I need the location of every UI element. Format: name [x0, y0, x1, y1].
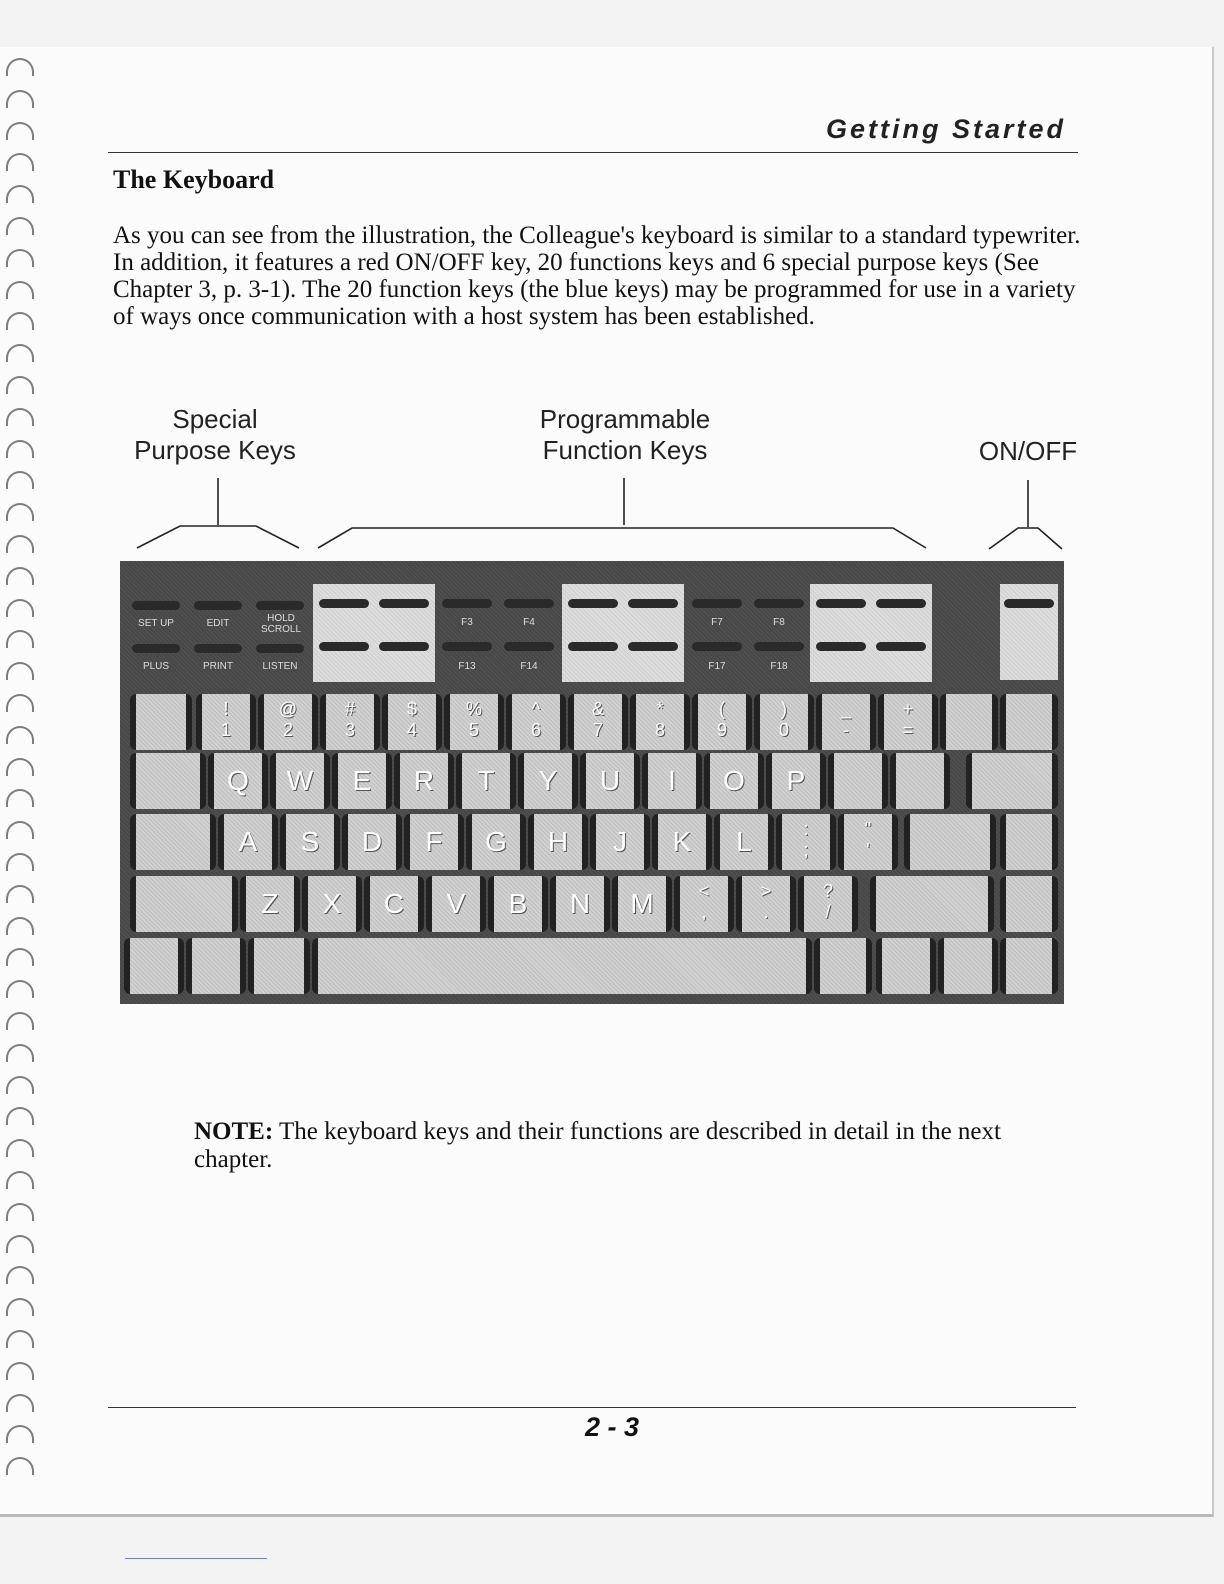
key-letter — [240, 876, 300, 932]
binding-ring — [6, 1266, 34, 1284]
function-key-bar — [442, 599, 492, 608]
key-upper-char: : — [803, 819, 809, 839]
key-letter — [652, 814, 712, 870]
key-label-f18: F18 — [770, 661, 788, 672]
key-lower-char: 0 — [778, 720, 789, 740]
special-key-bar — [132, 601, 180, 610]
key-char: O — [723, 765, 745, 796]
key-label-plus: PLUS — [142, 661, 170, 672]
key-label-f3: F3 — [461, 617, 473, 628]
function-key-bar — [504, 599, 554, 608]
key-label-f17: F17 — [708, 661, 726, 672]
key-letter — [394, 753, 454, 809]
key-spacebar — [312, 938, 812, 994]
key-number — [568, 694, 628, 750]
binding-ring — [6, 1171, 34, 1189]
key-char: V — [446, 888, 466, 919]
key-letter — [404, 814, 464, 870]
key-upper-char: ! — [223, 699, 229, 719]
key-lower-char: 2 — [282, 720, 293, 740]
key-lower-char: 5 — [468, 720, 479, 740]
key-upper-char: < — [698, 881, 710, 901]
key-arrow-left — [876, 938, 936, 994]
binding-ring — [6, 1330, 34, 1348]
function-key-group-1 — [313, 584, 435, 682]
key-char: F — [425, 826, 443, 857]
key-letter — [704, 753, 764, 809]
special-key-bar — [194, 601, 242, 610]
key-label-setup: SET UP — [138, 618, 174, 629]
key-return — [966, 753, 1058, 809]
callout-special-line2: Purpose Keys — [134, 435, 296, 465]
key-letter — [302, 876, 362, 932]
key-label-edit: EDIT — [206, 618, 230, 629]
key-char: S — [300, 826, 320, 857]
key-number — [878, 694, 938, 750]
key-letter — [332, 753, 392, 809]
key-letter — [642, 753, 702, 809]
binding-ring — [6, 1298, 34, 1316]
key-punct — [736, 876, 796, 932]
key-backspace — [940, 694, 998, 750]
key-arrow-right — [938, 938, 998, 994]
section-title: The Keyboard — [113, 165, 275, 194]
key-upper-char: ) — [781, 699, 787, 719]
key-char: E — [352, 765, 372, 796]
page-number: 2 - 3 — [584, 1412, 640, 1442]
key-upper-char: $ — [406, 699, 417, 719]
function-key-bar — [692, 642, 742, 651]
key-lower-char: / — [825, 902, 831, 922]
special-keys-bracket — [137, 526, 299, 548]
key-label-f8: F8 — [773, 617, 785, 628]
key-upper-char: # — [344, 699, 355, 719]
binding-ring — [6, 1362, 34, 1380]
key-char: J — [613, 826, 627, 857]
binding-ring — [6, 821, 34, 839]
binding-ring — [6, 948, 34, 966]
binding-ring — [6, 853, 34, 871]
binding-ring — [6, 726, 34, 744]
key-number — [506, 694, 566, 750]
key-punct — [674, 876, 734, 932]
key-letter — [342, 814, 402, 870]
key-tab — [130, 753, 206, 809]
callout-programmable-line2: Function Keys — [542, 435, 708, 465]
key-lower-char: 6 — [530, 720, 541, 740]
intro-paragraph: As you can see from the illustration, the Colleague's keyboard is similar to a standard typewriter. In addition, it features a red ON/OFF key, 20 functions keys and 6 special purpose keys (See Chapter 3, p. 3-1). The 20 function keys (the blue keys) may be programmed for use in a variety of ways once communication with a host system has been established. — [113, 222, 1081, 330]
key-special — [1000, 814, 1058, 870]
special-key-bar — [256, 644, 304, 653]
key-number — [630, 694, 690, 750]
callout-special-line1: Special — [172, 404, 258, 434]
key-letter — [518, 753, 578, 809]
key-label-f7: F7 — [711, 617, 723, 628]
key-lower-char: . — [763, 902, 769, 922]
key-label-print: PRINT — [203, 661, 233, 672]
key-char: M — [630, 888, 654, 919]
key-lower-char: 8 — [654, 720, 665, 740]
key-char: Y — [538, 765, 558, 796]
key-upper-char: " — [864, 819, 872, 839]
key-letter — [364, 876, 424, 932]
key-punct — [798, 876, 858, 932]
key-number — [382, 694, 442, 750]
key-lower-char: 3 — [344, 720, 355, 740]
key-label-listen: LISTEN — [262, 661, 298, 672]
binding-ring — [6, 758, 34, 776]
key-letter — [488, 876, 548, 932]
function-key-bar — [504, 642, 554, 651]
key-char: N — [569, 888, 591, 919]
binding-ring — [6, 885, 34, 903]
key-label-hold-scroll: HOLD SCROLL — [260, 613, 301, 635]
binding-ring — [6, 1076, 34, 1094]
key-lower-char: = — [902, 720, 914, 740]
key-number — [692, 694, 752, 750]
special-key-bar — [132, 644, 180, 653]
key-number — [816, 694, 876, 750]
key-shift-left — [130, 876, 238, 932]
keyboard-illustration — [120, 561, 1064, 1004]
key-lower-char: - — [843, 720, 849, 740]
key-letter — [714, 814, 774, 870]
key-punct — [838, 814, 898, 870]
key-char: Q — [227, 765, 249, 796]
function-key-bar — [442, 642, 492, 651]
binding-ring — [6, 1012, 34, 1030]
key-number — [444, 694, 504, 750]
key-lower-char: 7 — [592, 720, 603, 740]
key-lower-char: , — [701, 902, 707, 922]
key-char: B — [508, 888, 528, 919]
key-letter — [550, 876, 610, 932]
function-keys-bracket — [318, 528, 926, 548]
special-key-bar — [256, 601, 304, 610]
function-key-bar — [754, 642, 804, 651]
key-upper-char: + — [902, 699, 914, 719]
key-delete — [1000, 694, 1058, 750]
key-upper-char: * — [656, 699, 664, 719]
binding-ring — [6, 630, 34, 648]
key-letter — [580, 753, 640, 809]
function-key-group-2 — [562, 584, 684, 682]
key-upper-char: & — [591, 699, 604, 719]
special-key-bar — [194, 644, 242, 653]
key-char: X — [322, 888, 342, 919]
key-char: T — [477, 765, 495, 796]
key-letter — [270, 753, 330, 809]
binding-ring — [6, 1044, 34, 1062]
key-escape — [130, 694, 192, 750]
binding-ring — [6, 1107, 34, 1125]
key-letter — [208, 753, 268, 809]
key-char: P — [786, 765, 806, 796]
key-letter — [456, 753, 516, 809]
key-bracket — [828, 753, 888, 809]
binding-ring — [6, 980, 34, 998]
binding-ring — [6, 789, 34, 807]
key-upper-char: % — [465, 699, 482, 719]
binding-ring — [6, 662, 34, 680]
function-key-group-3 — [810, 584, 932, 682]
key-upper-char: ^ — [531, 699, 541, 719]
key-char: W — [286, 765, 314, 796]
key-alt — [186, 938, 246, 994]
function-key-bar — [754, 599, 804, 608]
binding-ring — [6, 694, 34, 712]
key-letter — [466, 814, 526, 870]
key-char: L — [736, 826, 752, 857]
key-letter — [528, 814, 588, 870]
function-key-bar — [692, 599, 742, 608]
key-lower-char: ' — [866, 840, 870, 860]
binding-ring — [6, 599, 34, 617]
key-control — [130, 814, 216, 870]
onoff-bracket — [989, 528, 1062, 549]
callout-brackets — [0, 0, 1224, 600]
page-footer-rule — [108, 1407, 1076, 1408]
callout-programmable-line1: Programmable — [539, 404, 711, 434]
key-lower-char: 1 — [220, 720, 231, 740]
key-grave — [248, 938, 310, 994]
key-upper-char: ? — [822, 881, 833, 901]
key-upper-char: ( — [719, 699, 725, 719]
onoff-key — [1000, 584, 1058, 680]
key-shift-right — [870, 876, 994, 932]
key-char: K — [672, 826, 692, 857]
key-char: U — [599, 765, 621, 796]
key-char: Z — [261, 888, 279, 919]
key-lower-char: 4 — [406, 720, 417, 740]
key-arrow-up — [1000, 876, 1058, 932]
key-upper-char: @ — [278, 699, 298, 719]
key-char: D — [361, 826, 383, 857]
key-letter — [612, 876, 672, 932]
key-upper-char: _ — [840, 699, 851, 719]
key-letter — [766, 753, 826, 809]
key-char: I — [668, 765, 676, 796]
key-label-f13: F13 — [458, 661, 476, 672]
binding-ring — [6, 1394, 34, 1412]
callout-onoff: ON/OFF — [978, 436, 1078, 466]
binding-ring — [6, 1235, 34, 1253]
key-letter — [218, 814, 278, 870]
key-bracket — [890, 753, 950, 809]
key-number — [320, 694, 380, 750]
scan-edge-line — [125, 1558, 267, 1559]
key-number — [196, 694, 256, 750]
key-letter — [590, 814, 650, 870]
key-char: R — [413, 765, 435, 796]
key-char: A — [238, 826, 258, 857]
key-upper-char: > — [760, 881, 772, 901]
key-char: C — [383, 888, 405, 919]
binding-ring — [6, 1203, 34, 1221]
note-text: The keyboard keys and their functions are described in detail in the next chapter. — [194, 1118, 1001, 1173]
key-punct — [776, 814, 836, 870]
key-label-f4: F4 — [523, 617, 535, 628]
key-arrow-down — [1000, 938, 1058, 994]
key-label-f14: F14 — [520, 661, 538, 672]
key-char: H — [547, 826, 569, 857]
key-number — [754, 694, 814, 750]
key-letter — [280, 814, 340, 870]
key-enter — [904, 814, 996, 870]
key-letter — [426, 876, 486, 932]
key-backslash — [814, 938, 872, 994]
key-lower-char: 9 — [716, 720, 727, 740]
binding-ring — [6, 1139, 34, 1157]
key-number — [258, 694, 318, 750]
header-title: Getting Started — [825, 114, 1066, 144]
note-label: NOTE: — [194, 1118, 274, 1145]
binding-ring — [6, 1457, 34, 1475]
note-paragraph — [194, 1118, 1064, 1174]
key-char: G — [485, 826, 507, 857]
binding-ring — [6, 917, 34, 935]
key-lower-char: ; — [803, 840, 809, 860]
key-caps — [124, 938, 184, 994]
